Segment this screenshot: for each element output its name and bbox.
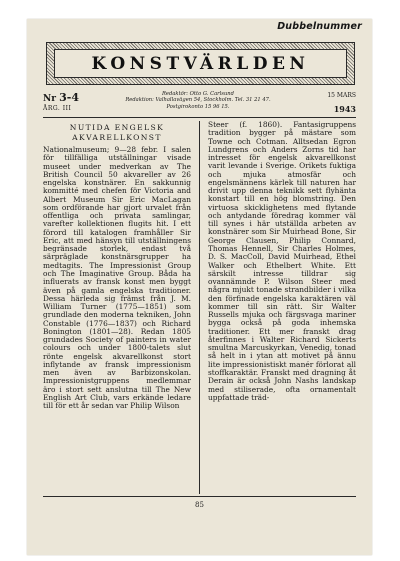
magazine-page — [27, 19, 372, 555]
issue-number — [43, 91, 79, 104]
footer-rule — [43, 496, 356, 497]
text-column-right — [208, 121, 356, 494]
issue-year: 1943 — [333, 104, 356, 114]
editorial-info — [103, 91, 293, 110]
header-rule — [43, 117, 356, 118]
editor-line: Redaktör: Otto G. Carlsund — [162, 91, 234, 97]
masthead-frame — [54, 49, 347, 78]
masthead-title: KONSTVÄRLDEN — [91, 53, 310, 74]
address-line: Redaktion: Valhallavägen 54, Stockholm. Tel. 31 21 47. — [125, 97, 271, 104]
issue-number-label: Nr — [43, 94, 56, 104]
postgiro-line: Postgirokonto 15 96 15. — [166, 103, 230, 110]
article-title-line: AKVARELLKONST — [72, 132, 162, 142]
column-divider — [199, 121, 200, 494]
article-title — [43, 123, 191, 142]
article-title-line: NUTIDA ENGELSK — [69, 123, 165, 132]
article-paragraph: Nationalmuseum; 9—28 febr. I salen för tillfälliga utställningar visade museet under medverkan av The British Council 50 akvareller av 26 engelska konstnärer. En sakkunnig kommitté med chefen för Victoria and Albert Museum Sir Eric MacLagan som ordförande har gjort urvalet från offentliga och privata samlingar, varefter kollektionen flugits hit. I ett förord till katalogen framhåller Sir Eric, att med hänsyn till utställningens begränsade storlek, endast två särpräglade konstnärsgrupper ha medtagits. The Impressionist Group och The Imaginative Group. Båda ha influerats av fransk konst men byggt även på gamla engelska traditioner. Dessa härleda sig främst från J. M. William Turner (1775—1851) som grundlade den moderna tekniken, John Constable (1776—1837) och Richard Bonington (1801—28). Redan 1805 grundades Society of painters in water colours och under 1800-talets slut rönte engelsk akvarellkonst stort inflytande av fransk impressionism men även av Barbizonskolan. Impressionistgruppens medlemmar äro i stort sett anslutna till The New English Art Club, vars erkände ledare till för ett år sedan var Philip Wilson — [43, 145, 191, 411]
text-column-left — [43, 121, 191, 494]
issue-info — [43, 91, 356, 117]
article-body — [43, 121, 356, 494]
masthead-banner — [46, 42, 355, 85]
article-paragraph: Steer (f. 1860). Fantasigruppens tradition bygger på mästare som Towne och Cotman. Alltsedan Egron Lundgrens och Anders Zorns tid har intresset för engelsk akvarellkonst varit levande i Sverige. Orikets fuktiga och mjuka atmosfär och engelsmännens kärlek till naturen har drivit upp denna teknikk sett flyhänta konstart till en hög blomstring. Den virtuosa skicklighetens med flytande och antydande föredrag kommer väl till synes i här utställda arbeten av konstnärer som Sir Muirhead Bone, Sir George Clausen, Philip Connard, Thomas Hennell, Sir Charles Holmes, D. S. MacColl, David Muirhead, Ethel Walker och Ethelbert White. Ett särskilt intresse tilldrar sig ovannämnde P. Wilson Steer med några mjukt tonade strandbilder i vilka den förfinade engelska karaktären väl kommer till sin rätt. Sir Walter Russells mjuka och färgsvaga mariner bygga också på goda inhemska traditioner. Ett mer franskt drag återfinnes i Walter Richard Sickerts smultna Marcuskyrkan, Venedig, tonad så helt in i ytan att motivet på ännu lite impressionistiskt manér förlorat all stoffkaraktär. Franskt med dragning åt Derain är också John Nashs landskap med stiliserade, ofta ornamentalt uppfattade träd- — [208, 121, 356, 402]
special-issue-label: Dubbelnummer — [277, 21, 362, 32]
page-number: 85 — [195, 501, 204, 509]
volume-label: ÅRG. III — [43, 105, 72, 112]
issue-number-value: 3-4 — [59, 91, 79, 104]
issue-date: 15 MARS — [327, 92, 356, 99]
